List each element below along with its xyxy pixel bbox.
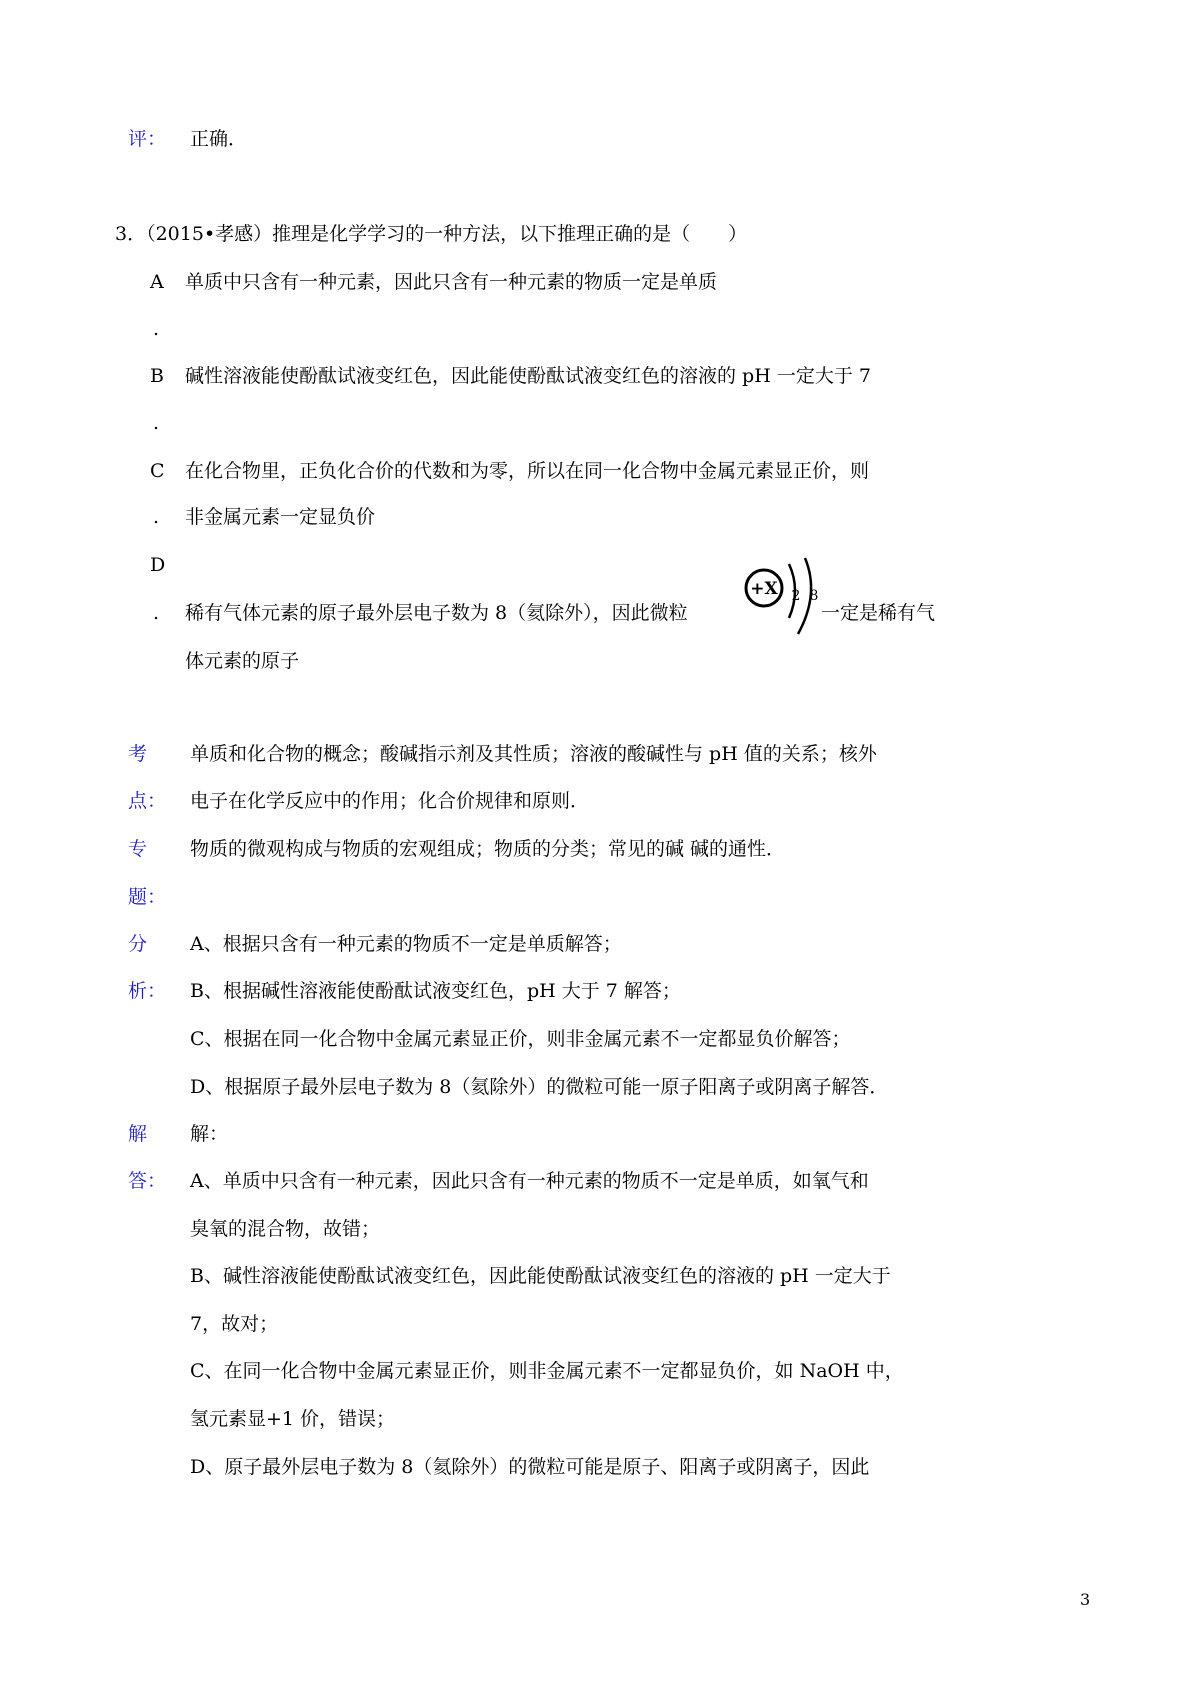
fenxi-line: C、根据在同一化合物中金属元素显正价，则非金属元素不一定都显负价解答； [190,1028,851,1050]
option-a-dot: . [153,318,160,340]
jieda-label-2: 答： [128,1170,167,1192]
option-d-letter: D [150,554,166,576]
fenxi-line: A、根据只含有一种元素的物质不一定是单质解答； [190,933,622,955]
jieda-line: C、在同一化合物中金属元素显正价，则非金属元素不一定都显负价，如 NaOH 中， [190,1360,904,1382]
option-b-letter: B [150,365,164,387]
option-b-dot: . [153,412,160,434]
atom-nucleus-label: +X [750,579,778,599]
option-d-line2: 体元素的原子 [185,650,300,672]
question-stem: 3．（2015•孝感）推理是化学学习的一种方法，以下推理正确的是（ ） [115,223,748,245]
atom-shell1-count: 2 [791,588,801,604]
jieda-line: A、单质中只含有一种元素，因此只含有一种元素的物质不一定是单质，如氧气和 [190,1170,869,1192]
fenxi-label-2: 析： [128,980,167,1002]
jieda-line: B、碱性溶液能使酚酞试液变红色，因此能使酚酞试液变红色的溶液的 pH 一定大于 [190,1265,891,1287]
option-c-line1: 在化合物里，正负化合价的代数和为零，所以在同一化合物中金属元素显正价，则 [185,460,870,482]
jieda-line: 臭氧的混合物，故错； [190,1218,381,1240]
jieda-line: D、原子最外层电子数为 8（氦除外）的微粒可能是原子、阳离子或阴离子，因此 [190,1456,870,1478]
option-a-letter: A [150,271,164,293]
option-d-line1-pre: 稀有气体元素的原子最外层电子数为 8（氦除外），因此微粒 [185,602,688,624]
jieda-line: 7，故对； [190,1313,279,1335]
option-a-text: 单质中只含有一种元素，因此只含有一种元素的物质一定是单质 [185,271,718,293]
zhuanti-label-2: 题： [128,886,167,908]
kaodian-label-2: 点： [128,790,167,812]
kaodian-label-1: 考 [128,743,148,765]
atom-structure-diagram [740,556,826,640]
jieda-line: 氢元素显+1 价，错误； [190,1408,396,1430]
zhuanti-label-1: 专 [128,838,148,860]
fenxi-line: B、根据碱性溶液能使酚酞试液变红色，pH 大于 7 解答； [190,980,681,1002]
zhuanti-line1: 物质的微观构成与物质的宏观组成；物质的分类；常见的碱 碱的通性． [190,838,786,860]
option-c-letter: C [150,460,165,482]
fenxi-line: D、根据原子最外层电子数为 8（氦除外）的微粒可能一原子阳离子或阴离子解答． [190,1076,889,1098]
comment-label: 评： [128,128,167,150]
jieda-line: 解： [190,1123,229,1145]
kaodian-line1: 单质和化合物的概念；酸碱指示剂及其性质；溶液的酸碱性与 pH 值的关系；核外 [190,743,877,765]
kaodian-line2: 电子在化学反应中的作用；化合价规律和原则． [190,790,590,812]
option-b-text: 碱性溶液能使酚酞试液变红色，因此能使酚酞试液变红色的溶液的 pH 一定大于 7 [185,365,871,387]
option-c-dot: . [153,506,160,528]
atom-shell2-count: 8 [809,588,819,604]
jieda-label-1: 解 [128,1123,148,1145]
option-d-line1-post: 一定是稀有气 [821,602,936,624]
option-d-dot: . [153,602,160,624]
option-c-line2: 非金属元素一定显负价 [185,506,376,528]
fenxi-label-1: 分 [128,933,148,955]
page-number: 3 [1080,1590,1091,1609]
comment-text: 正确． [190,128,248,150]
